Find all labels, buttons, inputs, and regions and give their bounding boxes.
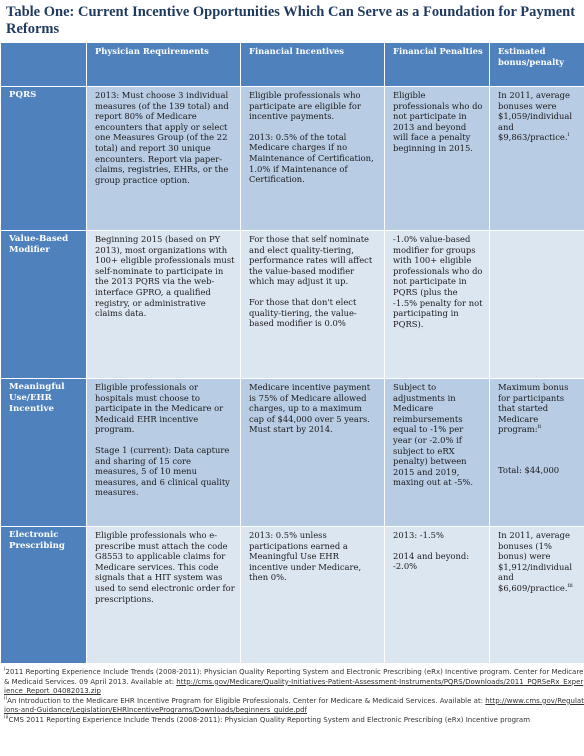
footnote-link[interactable]: http://www.cms.gov/Regulations-and-Guidance/Legislation/EHRIncentivePrograms/Downloads/beginners_guide.pdf (4, 696, 584, 715)
cell-paragraph: Stage 1 (current): Data capture and sharing of 15 core measures, 5 of 10 menu measures, and 6 clinical quality measures. (95, 444, 230, 498)
footnote-text: An Introduction to the Medicare EHR Incentive Program for Eligible Professionals. Center for Medicare & Medicaid Services. Available at: (7, 696, 486, 705)
cell-paragraph: 2013: -1.5% (393, 530, 444, 540)
footnote-ref: i (567, 132, 570, 139)
cell-paragraph: In 2011, average bonuses were $1,059/individual and $9,863/practice.$^i$ (498, 90, 573, 143)
requirements-cell (87, 87, 241, 231)
incentives-cell (241, 87, 385, 231)
footnote-mark: i (4, 666, 6, 673)
cell-paragraph: In 2011, average bonuses (1% bonus) were $1,912/individual and $6,609/practice.$^{iii}$ (498, 530, 573, 593)
footnote-ref: iii (567, 583, 573, 590)
footnote-mark: iii (4, 714, 9, 721)
penalties-cell (385, 87, 490, 231)
footnote-text: CMS 2011 Reporting Experience Include Trends (2008-2011): Physician Quality Reporting System and Electronic Prescribing (eRx) Incentive program (8, 715, 531, 724)
cell-paragraph: 2014 and beyond: -2.0% (393, 550, 470, 572)
table-row (1, 527, 584, 664)
penalties-cell (385, 527, 490, 664)
footnote-mark: ii (4, 695, 8, 702)
row-label: Electronic Prescribing (1, 527, 87, 664)
estimate-cell (490, 379, 584, 527)
header-corner (1, 43, 87, 87)
requirements-cell (87, 527, 241, 664)
cell-paragraph: -1.0% value-based modifier for groups with 100+ eligible professionals who do not participate in PQRS (plus the -1.5% penalty for not participating in PQRS). (393, 234, 483, 329)
table-row (1, 231, 584, 379)
header-financial-penalties: Financial Penalties (385, 43, 490, 87)
footnote (0, 697, 584, 716)
estimate-cell (490, 87, 584, 231)
cell-paragraph: Medicare incentive payment is 75% of Medicare allowed charges, up to a maximum cap of $44,000 over 5 years. Must start by 2014. (249, 382, 371, 435)
footnote (0, 716, 584, 726)
cell-paragraph: Maximum bonus for participants that started Medicare program:$^{ii}$ (498, 382, 569, 435)
cell-paragraph: 2013: Must choose 3 individual measures (of the 139 total) and report 80% of Medicare encounters that apply or select one Measures Group (of the 22 total) and report 30 unique encounters. Report via paper-claims, registries, EHRs, or the group practice option. (95, 90, 229, 185)
cell-paragraph: Eligible professionals or hospitals must choose to participate in the Medicare or Medicaid EHR incentive program. (95, 382, 224, 435)
footnotes (0, 668, 584, 756)
incentives-cell (241, 231, 385, 379)
estimate-cell (490, 231, 584, 379)
cell-paragraph: Eligible professionals who do not participate in 2013 and beyond will face a penalty beginning in 2015. (393, 90, 483, 153)
row-label: Meaningful Use/EHR Incentive (1, 379, 87, 527)
header-estimated-bonus: Estimated bonus/penalty (490, 43, 584, 87)
table-title: Table One: Current Incentive Opportunities Which Can Serve as a Foundation for Payment Reforms (6, 4, 576, 37)
cell-paragraph: Eligible professionals who e-prescribe must attach the code G8553 to applicable claims for Medicare services. This code signals that a HIT system was used to send electronic order for prescriptions. (95, 530, 235, 604)
cell-paragraph: For those that self nominate and elect quality-tiering, performance rates will affect the value-based modifier which may adjust it up. (249, 234, 373, 287)
header-row (1, 43, 584, 87)
footnote-text: 2011 Reporting Experience Include Trends (2008-2011): Physician Quality Reporting System and Electronic Prescribing (eRx) Incentive program. Center for Medicare & Medicaid Services. 09 April 2013. Available at: (4, 668, 584, 686)
header-financial-incentives: Financial Incentives (241, 43, 385, 87)
requirements-cell (87, 231, 241, 379)
cell-paragraph: 2013: 0.5% unless participations earned a Meaningful Use EHR incentive under Medicare, then 0%. (249, 530, 362, 583)
incentive-table (0, 42, 584, 664)
footnote-link[interactable]: http://cms.gov/Medicare/Quality-Initiatives-Patient-Assessment-Instruments/PQRS/Downloads/2011_PQRSeRx_Experience_Report_04082013.zip (4, 677, 584, 696)
table-row (1, 87, 584, 231)
header-physician-requirements: Physician Requirements (87, 43, 241, 87)
incentives-cell (241, 527, 385, 664)
estimate-cell (490, 527, 584, 664)
penalties-cell (385, 231, 490, 379)
footnote-ref: ii (537, 424, 542, 431)
row-label: PQRS (1, 87, 87, 231)
cell-paragraph: Subject to adjustments in Medicare reimbursements equal to -1% per year (or -2.0% if subject to eRX penalty) between 2015 and 2019, maxing out at -5%. (393, 382, 474, 488)
footnote (0, 668, 584, 697)
incentives-cell (241, 379, 385, 527)
requirements-cell (87, 379, 241, 527)
cell-paragraph: Beginning 2015 (based on PY 2013), most organizations with 100+ eligible professionals must self-nominate to participate in the 2013 PQRS via the web-interface GPRO, a qualified registry, or administrative claims data. (95, 234, 235, 319)
cell-paragraph: For those that don't elect quality-tiering, the value-based modifier is 0.0% (249, 296, 357, 329)
row-label: Value-Based Modifier (1, 231, 87, 379)
cell-paragraph: 2013: 0.5% of the total Medicare charges if no Maintenance of Certification, 1.0% if Maintenance of Certification. (249, 131, 374, 185)
table-row (1, 379, 584, 527)
cell-paragraph: Total: $44,000 (498, 464, 560, 475)
cell-paragraph: Eligible professionals who participate are eligible for incentive payments. (249, 90, 361, 122)
penalties-cell (385, 379, 490, 527)
